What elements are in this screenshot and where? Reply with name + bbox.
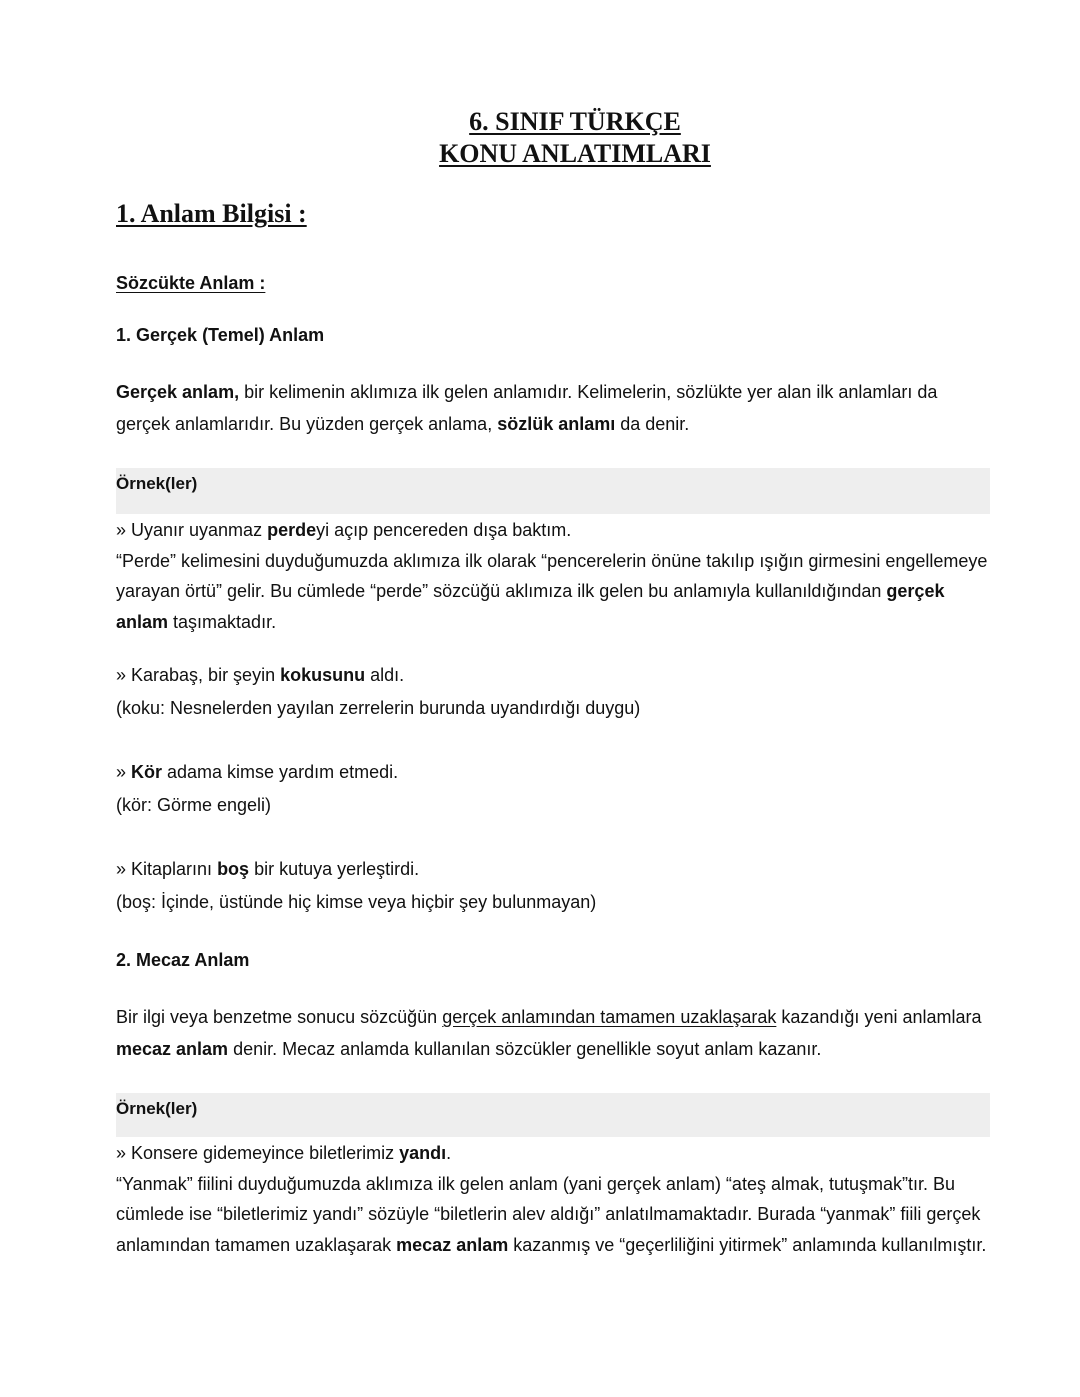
example-text: adama kimse yardım etmedi. <box>162 762 399 782</box>
example-keyword: yandı <box>399 1143 447 1163</box>
example-explanation <box>116 546 990 638</box>
example-note: (boş: İçinde, üstünde hiç kimse veya hiçbir şey bulunmayan) <box>116 892 597 912</box>
example-explanation <box>116 1169 990 1261</box>
gercek-anlam-definition <box>116 376 990 440</box>
def-text-end: da denir. <box>615 414 690 434</box>
def-underlined-phrase: gerçek anlamından tamamen uzaklaşarak <box>442 1007 777 1027</box>
document-title <box>116 106 1034 170</box>
explanation-keyword: mecaz anlam <box>396 1234 509 1255</box>
examples-label: Örnek(ler) <box>116 474 198 493</box>
def-text-end: denir. Mecaz anlamda kullanılan sözcükler genellikle soyut anlam kazanır. <box>228 1039 822 1059</box>
example-sentence <box>116 659 990 692</box>
example-keyword: Kör <box>131 762 163 782</box>
example-sentence <box>116 853 990 886</box>
def-bold-mecaz-anlam: mecaz anlam <box>116 1039 229 1059</box>
subheading-sozcukte-anlam: Sözcükte Anlam : <box>116 273 266 293</box>
example-text: » Kitaplarını <box>116 859 218 879</box>
heading-mecaz-anlam: 2. Mecaz Anlam <box>116 950 250 970</box>
gercek-example-3 <box>116 756 990 822</box>
def-bold-gercek-anlam: Gerçek anlam, <box>116 382 240 402</box>
example-text: bir kutuya yerleştirdi. <box>249 859 420 879</box>
explanation-text: “Perde” kelimesini duyduğumuzda aklımıza ilk olarak “pencerelerin önüne takılıp ışığın girmesini engellemeye yarayan örtü” gelir. Bu cümlede “perde” sözcüğü aklımıza ilk gelen bu anlamıyla kullanıldığından <box>116 550 988 601</box>
title-line-1: 6. SINIF TÜRKÇE <box>469 107 681 136</box>
examples-label-bar <box>116 1093 990 1137</box>
mecaz-anlam-definition <box>116 1001 990 1065</box>
example-text: » <box>116 762 132 782</box>
explanation-text: kazanmış ve “geçerliliğini yitirmek” anlamında kullanılmıştır. <box>508 1234 987 1255</box>
gercek-example-2 <box>116 659 990 725</box>
explanation-text: “Yanmak” fiilini duyduğumuzda aklımıza ilk gelen anlam (yani gerçek anlam) “ateş almak, tutuşmak”tır. Bu cümlede ise “biletlerimiz yandı” sözüyle “biletlerin alev aldığı” anlatılmamaktadır. Burada “yanmak” fiili gerçek anlamından tamamen uzaklaşarak <box>116 1173 981 1255</box>
example-keyword: boş <box>217 859 250 879</box>
heading-gercek-anlam: 1. Gerçek (Temel) Anlam <box>116 325 325 345</box>
explanation-keyword: gerçek anlam <box>116 581 945 632</box>
example-text: » Karabaş, bir şeyin <box>116 665 281 685</box>
example-keyword: kokusunu <box>280 665 366 685</box>
example-text: » Uyanır uyanmaz <box>116 520 268 540</box>
gercek-example-4 <box>116 853 990 919</box>
example-sentence <box>116 515 990 546</box>
example-keyword: perde <box>267 520 317 540</box>
example-note: (kör: Görme engeli) <box>116 795 272 815</box>
example-text: . <box>446 1143 452 1163</box>
example-note: (koku: Nesnelerden yayılan zerrelerin burunda uyandırdığı duygu) <box>116 698 641 718</box>
def-text: bir kelimenin aklımıza ilk gelen anlamıdır. Kelimelerin, sözlükte yer alan ilk anlamları da gerçek anlamlarıdır. Bu yüzden gerçek anlama, <box>116 382 938 434</box>
example-text: yi açıp pencereden dışa baktım. <box>316 520 572 540</box>
examples-label-bar <box>116 468 990 514</box>
def-text: Bir ilgi veya benzetme sonucu sözcüğün <box>116 1007 443 1027</box>
example-text: » Konsere gidemeyince biletlerimiz <box>116 1143 400 1163</box>
def-text: kazandığı yeni anlamlara <box>776 1007 982 1027</box>
section-heading-anlam-bilgisi: 1. Anlam Bilgisi : <box>116 199 307 228</box>
examples-label: Örnek(ler) <box>116 1099 198 1118</box>
def-bold-sozluk-anlami: sözlük anlamı <box>497 414 616 434</box>
title-line-2: KONU ANLATIMLARI <box>439 139 711 168</box>
explanation-text: taşımaktadır. <box>168 611 277 632</box>
mecaz-example-1 <box>116 1138 990 1260</box>
example-text: aldı. <box>365 665 405 685</box>
example-sentence <box>116 1138 990 1169</box>
example-sentence <box>116 756 990 789</box>
gercek-example-1 <box>116 515 990 637</box>
